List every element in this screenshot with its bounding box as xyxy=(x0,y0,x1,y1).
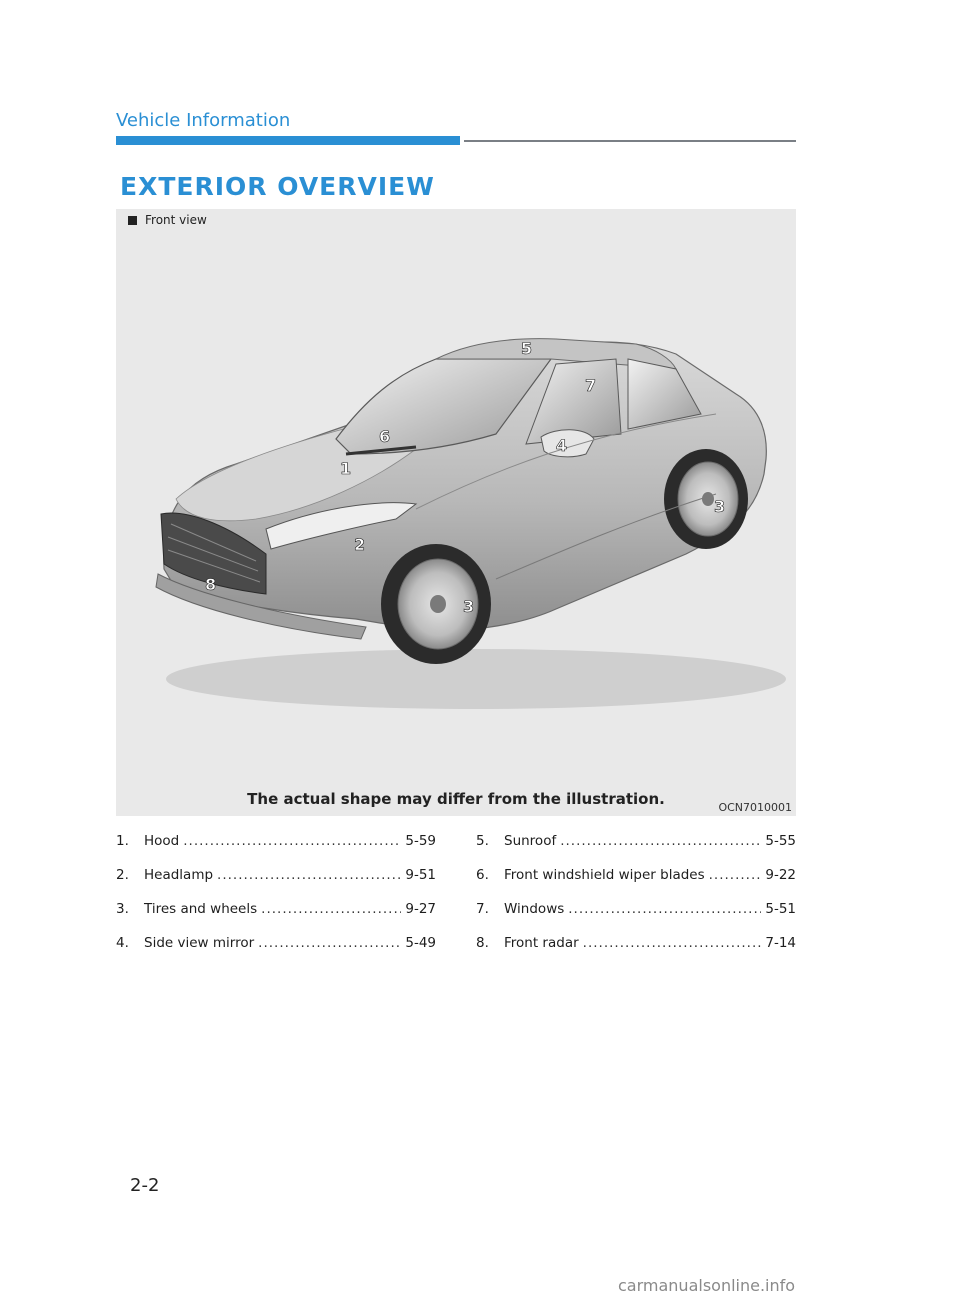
list-item: 7. Windows ..... 5-51 xyxy=(476,901,796,935)
leader-dots xyxy=(560,833,761,849)
leader-dots xyxy=(709,867,762,883)
page-ref: 7-14 xyxy=(765,935,796,951)
page-ref: 5-55 xyxy=(765,833,796,849)
items-list-left xyxy=(116,833,436,969)
page-ref: 9-22 xyxy=(765,867,796,883)
page-ref: 9-27 xyxy=(405,901,436,917)
list-item: 2. Headlamp ..... 9-51 xyxy=(116,867,436,901)
chapter-title: Vehicle Information xyxy=(116,110,291,131)
page-number: 2-2 xyxy=(130,1175,160,1196)
page-ref: 5-49 xyxy=(405,935,436,951)
callout-7: 7 xyxy=(585,376,597,395)
car-shadow xyxy=(166,649,786,709)
leader-dots xyxy=(583,935,762,951)
callout-2: 2 xyxy=(354,535,366,554)
leader-dots xyxy=(217,867,401,883)
side-mirror xyxy=(541,430,594,457)
list-item: 3. Tires and wheels ..... 9-27 xyxy=(116,901,436,935)
callout-4: 4 xyxy=(556,436,568,455)
leader-dots xyxy=(258,935,401,951)
callout-5: 5 xyxy=(521,339,533,358)
callout-6: 6 xyxy=(379,427,391,446)
page-ref: 5-59 xyxy=(405,833,436,849)
section-title: EXTERIOR OVERVIEW xyxy=(120,172,435,201)
exterior-figure xyxy=(116,209,796,816)
list-item: 1. Hood ..... 5-59 xyxy=(116,833,436,867)
callout-3-rear: 3 xyxy=(714,497,726,516)
car-illustration xyxy=(116,209,796,816)
list-item: 8. Front radar ..... 7-14 xyxy=(476,935,796,969)
figure-caption: The actual shape may differ from the illustration. xyxy=(247,790,665,808)
front-wheel xyxy=(381,544,491,664)
figure-label-text: Front view xyxy=(145,213,207,227)
page-ref: 9-51 xyxy=(405,867,436,883)
leader-dots xyxy=(183,833,401,849)
list-item: 4. Side view mirror ..... 5-49 xyxy=(116,935,436,969)
callout-8: 8 xyxy=(205,575,217,594)
list-item: 5. Sunroof ..... 5-55 xyxy=(476,833,796,867)
leader-dots xyxy=(568,901,761,917)
list-item: 6. Front windshield wiper blades ..... 9-22 xyxy=(476,867,796,901)
figure-code: OCN7010001 xyxy=(718,801,792,814)
items-list-right xyxy=(476,833,796,969)
leader-dots xyxy=(261,901,401,917)
callout-3-front: 3 xyxy=(463,597,475,616)
page-ref: 5-51 xyxy=(765,901,796,917)
rear-wheel xyxy=(664,449,748,549)
watermark: carmanualsonline.info xyxy=(618,1276,796,1295)
header-rule-accent xyxy=(116,136,460,145)
header-rule xyxy=(464,140,796,142)
callout-1: 1 xyxy=(340,459,352,478)
